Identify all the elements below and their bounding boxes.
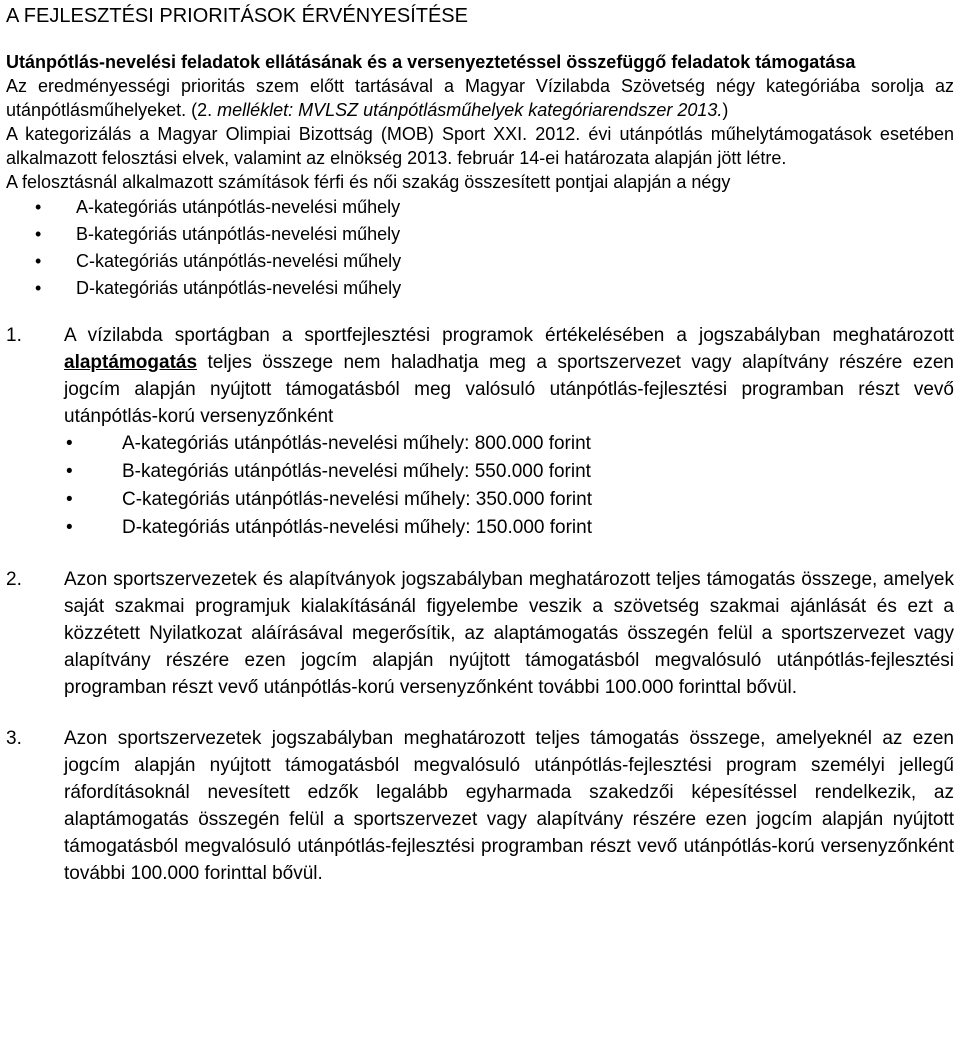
amount-label: B-kategóriás utánpótlás-nevelési műhely: 550.000 forint — [122, 461, 591, 482]
list-item — [64, 514, 954, 542]
intro-p1-text: Az eredményességi prioritás szem előtt tartásával a Magyar Vízilabda Szövetség négy kategóriába sorolja az utánpótlásműhelyeket. (2. — [6, 76, 954, 120]
list-item — [6, 248, 954, 275]
intro-p1-closing: ) — [722, 100, 729, 120]
item-text-part: A vízilabda sportágban a sportfejlesztési programok értékelésében a jogszabályban meghatározott — [64, 325, 954, 346]
item-text: Azon sportszervezetek jogszabályban meghatározott teljes támogatás összege, amelyeknél az ezen jogcím alapján nyújtott támogatásból megvalósuló utánpótlás-fejlesztési program személyi jellegű ráfordításoknál nevesített edzők legalább egyharmada szakedzői képesítéssel rendelkezik, az alaptámogatás összegén felül a sportszervezet vagy alapítvány részére ezen jogcím alapján nyújtott támogatásból megvalósuló utánpótlás-fejlesztési programban részt vevő utánpótlás-korú versenyzőnként további 100.000 forinttal bővül. — [64, 728, 954, 884]
document-page — [6, 0, 954, 911]
document-title: A FEJLESZTÉSI PRIORITÁSOK ÉRVÉNYESÍTÉSE — [6, 5, 468, 27]
category-label: B-kategóriás utánpótlás-nevelési műhely — [76, 224, 401, 244]
numbered-list — [6, 322, 954, 887]
category-list — [6, 194, 954, 302]
amount-label: D-kategóriás utánpótlás-nevelési műhely: 150.000 forint — [122, 517, 592, 538]
bullet-icon: • — [66, 489, 73, 510]
bullet-icon: • — [35, 251, 42, 271]
amount-list — [64, 430, 954, 542]
category-label: C-kategóriás utánpótlás-nevelési műhely — [76, 251, 402, 271]
numbered-item-2 — [6, 566, 954, 701]
list-item — [6, 194, 954, 221]
list-item — [6, 221, 954, 248]
item-number: 2. — [6, 569, 22, 590]
amount-label: C-kategóriás utánpótlás-nevelési műhely: 350.000 forint — [122, 489, 592, 510]
intro-paragraph-1 — [6, 74, 954, 122]
numbered-item-3 — [6, 725, 954, 887]
bullet-icon: • — [66, 517, 73, 538]
list-item — [64, 430, 954, 458]
category-label: D-kategóriás utánpótlás-nevelési műhely — [76, 278, 402, 298]
annex-reference: melléklet: MVLSZ utánpótlásműhelyek kategóriarendszer 2013. — [217, 100, 723, 120]
item-text-part: teljes összege nem haladhatja meg a sportszervezet vagy alapítvány részére ezen jogcím alapján nyújtott támogatásból meg valósuló utánpótlás-fejlesztési programban részt vevő utánpótlás-korú versenyzőnként — [64, 352, 954, 427]
list-item — [6, 275, 954, 302]
underlined-term: alaptámogatás — [64, 352, 198, 373]
numbered-item-1 — [6, 322, 954, 542]
list-item — [64, 486, 954, 514]
bullet-icon: • — [35, 278, 42, 298]
bullet-icon: • — [66, 461, 73, 482]
list-item — [64, 458, 954, 486]
intro-paragraph-2: A kategorizálás a Magyar Olimpiai Bizottság (MOB) Sport XXI. 2012. évi utánpótlás műhelytámogatások esetében alkalmazott felosztási elvek, valamint az elnökség 2013. február 14-ei határozata alapján jött létre. — [6, 124, 954, 168]
section-heading: Utánpótlás-nevelési feladatok ellátásának és a versenyeztetéssel összefüggő feladatok támogatása — [6, 52, 856, 72]
intro-paragraph-3: A felosztásnál alkalmazott számítások férfi és női szakág összesített pontjai alapján a négy — [6, 172, 731, 192]
amount-label: A-kategóriás utánpótlás-nevelési műhely: 800.000 forint — [122, 433, 591, 454]
item-number: 1. — [6, 325, 22, 346]
item-text: Azon sportszervezetek és alapítványok jogszabályban meghatározott teljes támogatás összege, amelyek saját szakmai programjuk kialakításánál figyelembe veszik a szövetség szakmai ajánlását és ezt a közzétett Nyilatkozat aláírásával megerősítik, az alaptámogatás összegén felül a sportszervezet vagy alapítvány részére ezen jogcím alapján nyújtott támogatásból megvalósuló utánpótlás-fejlesztési programban részt vevő utánpótlás-korú versenyzőnként további 100.000 forinttal bővül. — [64, 569, 954, 698]
item-text — [64, 322, 954, 430]
item-number: 3. — [6, 728, 22, 749]
category-label: A-kategóriás utánpótlás-nevelési műhely — [76, 197, 401, 217]
bullet-icon: • — [35, 197, 42, 217]
bullet-icon: • — [35, 224, 42, 244]
bullet-icon: • — [66, 433, 73, 454]
